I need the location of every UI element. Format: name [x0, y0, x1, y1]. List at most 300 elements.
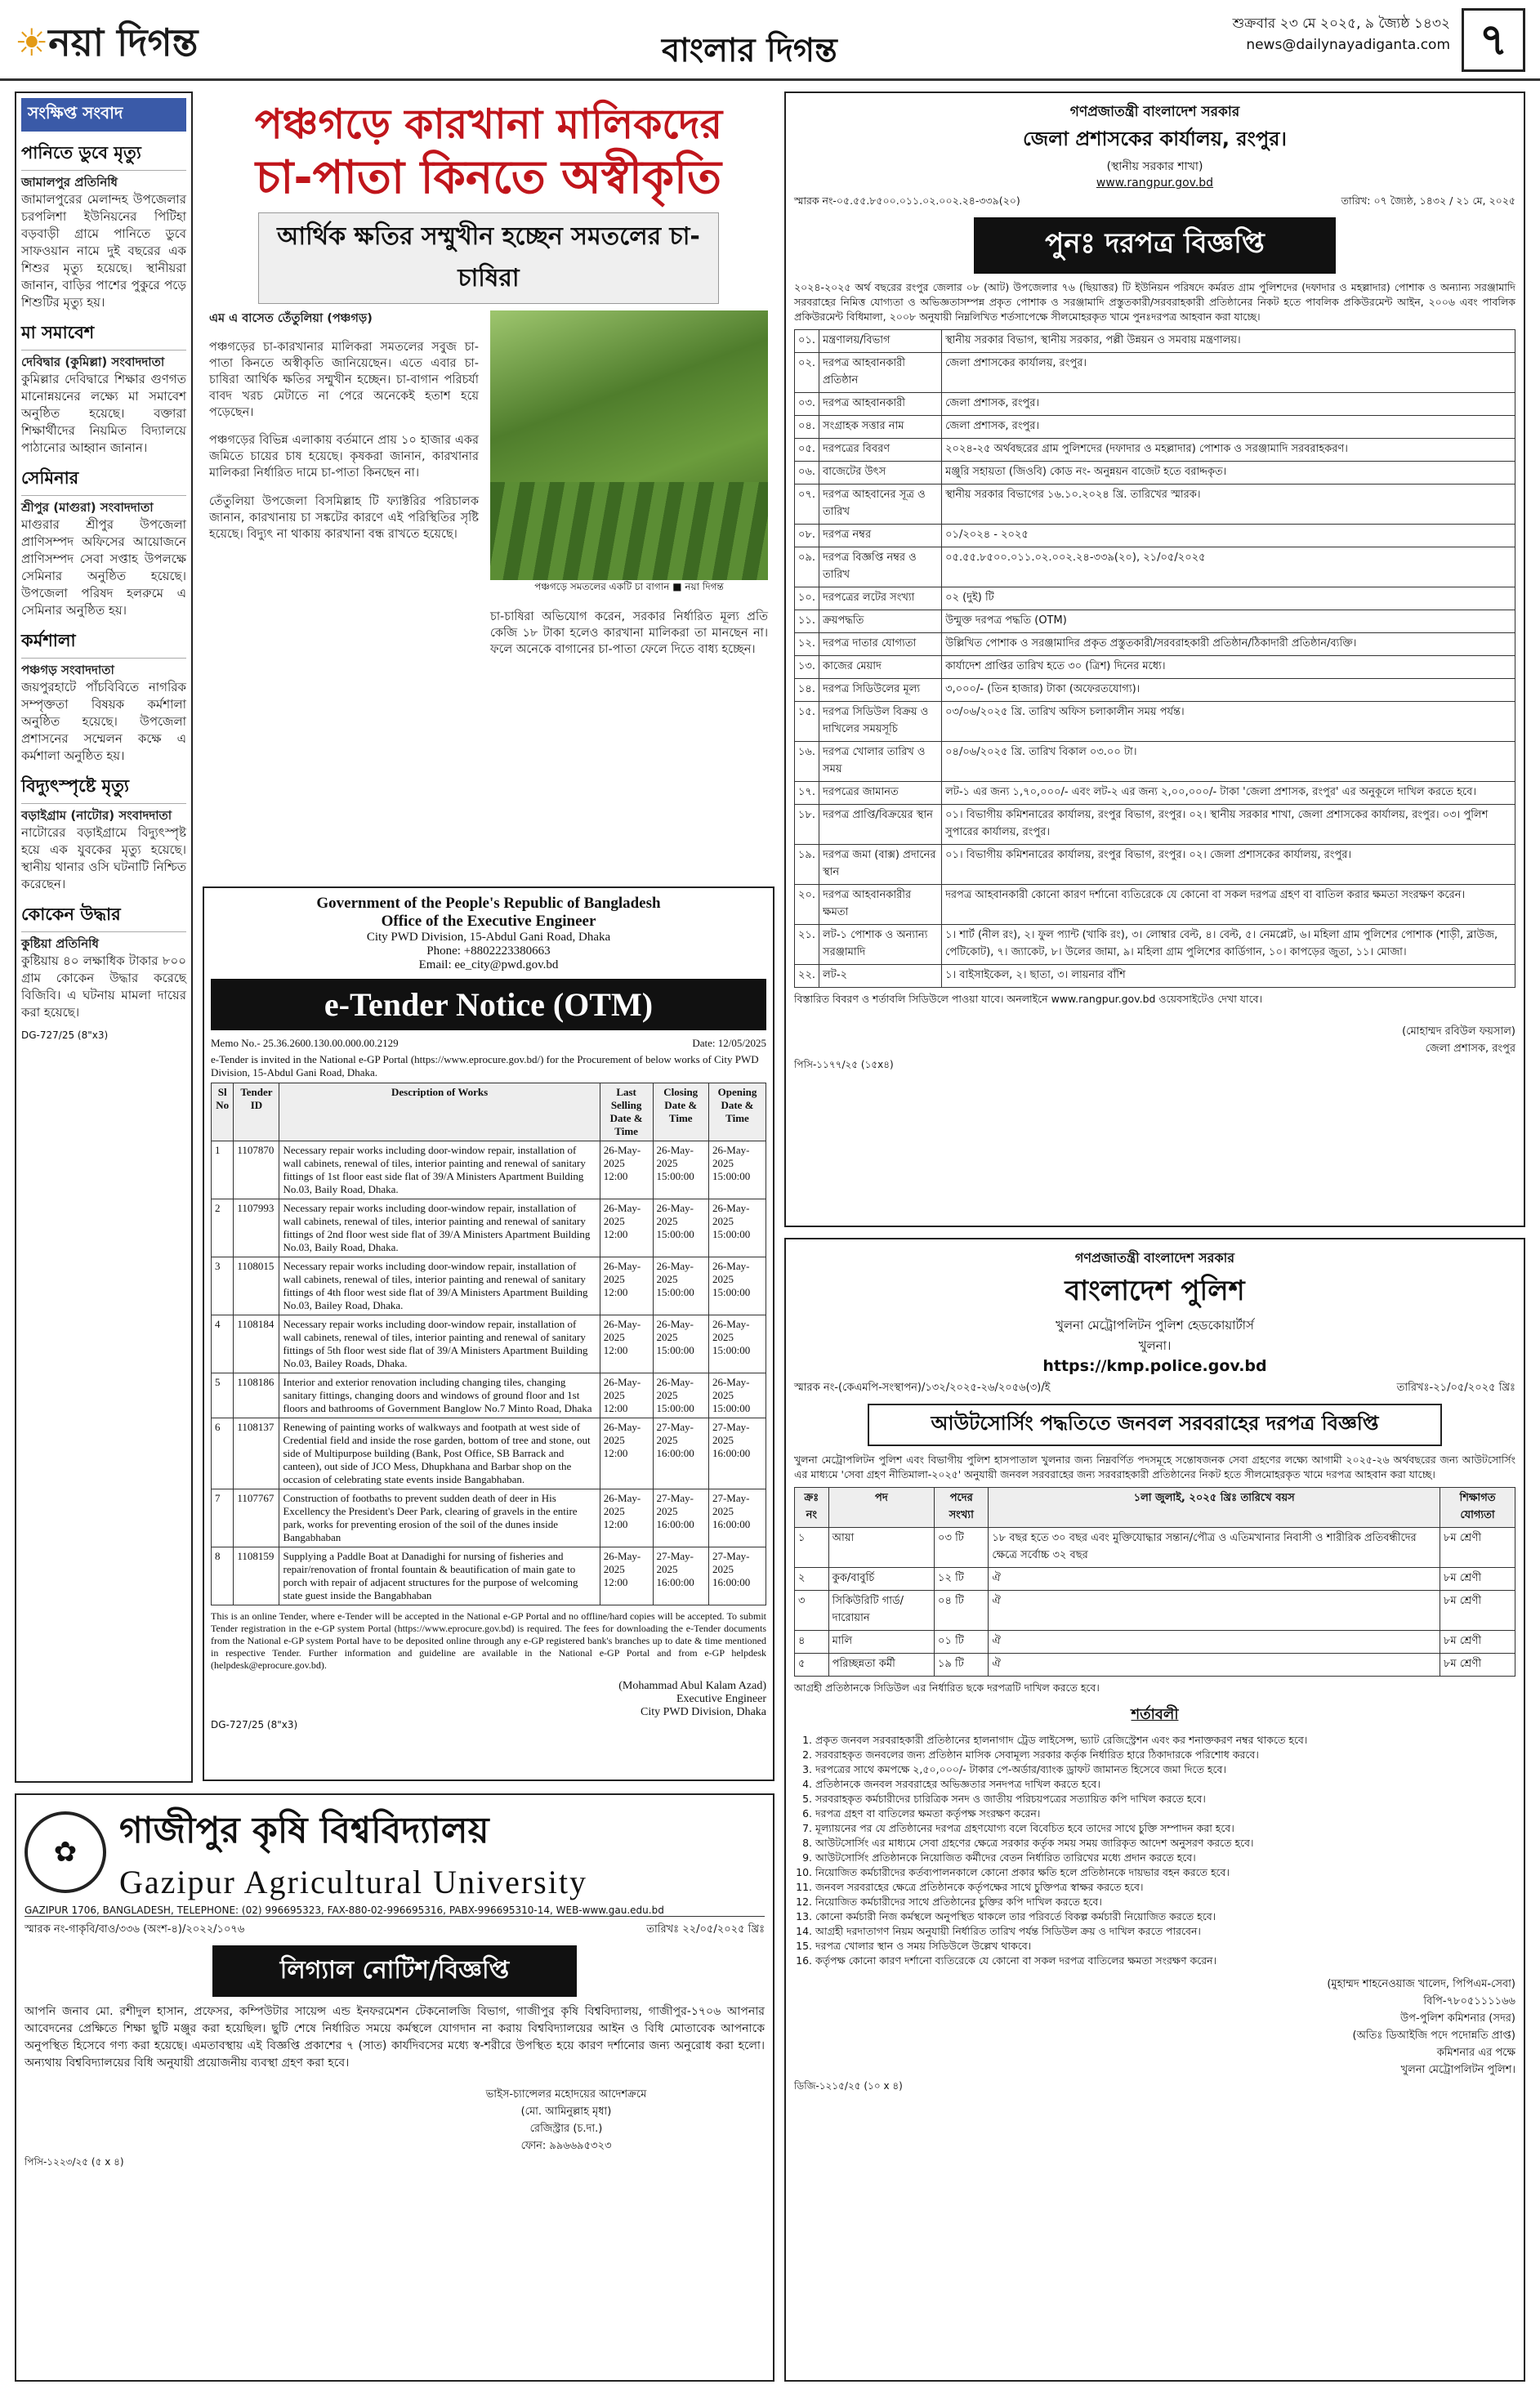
term-item: 16. কর্তৃপক্ষ কোনো কারণ দর্শানো ব্যতিরেকে যে কোনো বা সকল দরপত্র বাতিলের ক্ষমতা সংরক্ষণ করেন। — [815, 1954, 1515, 1968]
table-cell: ঐ — [989, 1654, 1440, 1677]
lead-headline-1: পঞ্চগড়ে কারখানা মালিকদের — [254, 100, 723, 148]
gau-name-en: Gazipur Agricultural University — [119, 1864, 587, 1900]
table-header: শিক্ষাগত যোগ্যতা — [1440, 1488, 1515, 1528]
signer-phone: ফোন: ৯৯৬৬৯৫৩২৩ — [520, 2140, 612, 2152]
table-header: Sl No — [212, 1083, 234, 1141]
signer-title: উপ-পুলিশ কমিশনার (সদর) — [1400, 2012, 1515, 2025]
table-row — [212, 1547, 766, 1605]
police-web: https://kmp.police.gov.bd — [1042, 1357, 1267, 1375]
table-cell: ৪ — [795, 1631, 829, 1654]
term-item: 7. মূল্যায়নের পর যে প্রতিষ্ঠানের দরপত্র গ্রহণযোগ্য বলে বিবেচিত হবে তাদের সাথে চুক্তি সম্পাদন করা হবে। — [815, 1821, 1515, 1836]
gau-signature — [368, 2087, 765, 2155]
term-item: 14. আগ্রহী দরদাতাগণ নিয়ম অনুযায়ী নির্ধারিত তারিখ পর্যন্ত সিডিউল ক্রয় ও দাখিল করতে পারবেন। — [815, 1924, 1515, 1939]
table-cell: 1107993 — [234, 1199, 279, 1257]
table-cell: 26-May-2025 12:00 — [600, 1489, 653, 1547]
table-cell: ১২. — [795, 633, 819, 656]
etender-footer: This is an online Tender, where e-Tender will be accepted in the National e-GP Portal and no offline/hard copies will be accepted. To submit Tender registration in the e-GP system Portal (https://www.eprocure.gov.bd) is required. The fees for downloading the e-Tender documents from the National e-GP system Portal have to be deposited online through any e-GP registered bank's branches up to date & time mentioned in respective Tender. Further information and guideline are available in the National e-GP Portal and from e-GP helpdesk (helpdesk@eprocure.gov.bd). — [211, 1610, 766, 1671]
issue-date: শুক্রবার ২৩ মে ২০২৫, ৯ জ্যৈষ্ঠ ১৪৩২ — [1232, 16, 1450, 32]
table-cell: দরপত্র আহবানকারী — [819, 393, 942, 416]
lead-headline-2: চা-পাতা কিনতে অস্বীকৃতি — [255, 151, 722, 204]
table-cell: ১৩. — [795, 656, 819, 679]
newspaper-logo: ☀নয়া দিগন্ত — [15, 20, 199, 65]
term-item: 2. সরবরাহকৃত জনবলের জন্য প্রতিষ্ঠান মাসিক সেবামূল্য সরকার কর্তৃক নির্ধারিত হারে ঠিকাদারকে পরিশোধ করবে। — [815, 1748, 1515, 1762]
table-header: Tender ID — [234, 1083, 279, 1141]
masthead — [0, 0, 1540, 81]
table-row — [795, 885, 1515, 925]
police-intro: খুলনা মেট্রোপলিটন পুলিশ এবং বিভাগীয় পুলিশ হাসপাতাল খুলনার জন্য নিম্নবর্ণিত পদসমূহে সন্তোষজনক সেবা গ্রহণের লক্ষ্যে আগামী ২০২৫-২৬ অর্থবছরের জন্য আউটসোর্সিং এর মাধ্যমে 'সেবা গ্রহণ নীতিমালা-২০২৫' অনুযায়ী জনবল সরবরাহের জন্য সরবরাহকারী প্রতিষ্ঠানের নিকট হতে সীলমোহরকৃত খামে দরপত্র আহবান করা যাচ্ছে। — [794, 1454, 1515, 1480]
table-cell: ১ — [795, 1528, 829, 1568]
table-row — [795, 587, 1515, 610]
table-cell: ১০. — [795, 587, 819, 610]
table-cell: ১২ টি — [935, 1568, 989, 1591]
signer-note: ভাইস-চ্যান্সেলর মহোদয়ের আদেশক্রমে — [485, 2088, 647, 2101]
table-cell: ০৩/০৬/২০২৫ খ্রি. তারিখ অফিস চলাকালীন সময় পর্যন্ত। — [942, 702, 1515, 742]
signer-name: (মো. আমিনুল্লাহ মৃধা) — [520, 2106, 612, 2118]
table-cell: দরপত্র সিডিউলের মূল্য — [819, 679, 942, 702]
lead-subhead: আর্থিক ক্ষতির সম্মুখীন হচ্ছেন সমতলের চা-চাষিরা — [258, 212, 719, 304]
brief-news-title: বিদ্যুৎস্পৃষ্টে মৃত্যু — [21, 773, 186, 804]
brief-news-title: কর্মশালা — [21, 627, 186, 659]
table-cell: জেলা প্রশাসক, রংপুর। — [942, 416, 1515, 439]
term-item: 10. নিয়োজিত কর্মচারীদের কর্তব্যপালনকালে কোনো প্রকার ক্ষতি হলে প্রতিষ্ঠানকে দায়ভার বহন করতে হবে। — [815, 1865, 1515, 1880]
brief-news-title: সেমিনার — [21, 465, 186, 496]
rangpur-intro: ২০২৪-২০২৫ অর্থ বছরের রংপুর জেলার ০৮ (আট) উপজেলার ৭৬ (ছিয়াত্তর) টি ইউনিয়ন পরিষদে কর্মরত গ্রাম পুলিশদের (দফাদার ও মহল্লাদার) পোশাক ও অন্যান্য সরঞ্জামাদি সরবরাহের নিমিত্ত যোগ্যতা ও অভিজ্ঞতাসম্পন্ন প্রকৃত পোশাক ও সরঞ্জামাদি প্রস্তুতকারী/সরবরাহকারী প্রতিষ্ঠানের নিকট হতে পাবলিক প্রকিউরমেন্ট আইন, ২০০৬ এবং পাবলিক প্রকিউরমেন্ট বিধিমালা, ২০০৮ অনুযায়ী নিম্নলিখিত শর্তসাপেক্ষে সীলমোহরকৃত খামে পুনঃদরপত্র আহবান করা যাচ্ছে। — [794, 281, 1515, 323]
etender-table — [211, 1083, 766, 1605]
table-cell: 26-May-2025 12:00 — [600, 1418, 653, 1489]
signer-bp: বিপি-৭৮০৫১১১১৬৬ — [1423, 1995, 1515, 2007]
table-header: Description of Works — [279, 1083, 600, 1141]
term-item: 5. সরবরাহকৃত কর্মচারীদের চারিত্রিক সনদ ও জাতীয় পরিচয়পত্রের সত্যায়িত কপি দাখিল করতে হবে। — [815, 1792, 1515, 1806]
police-hq: খুলনা মেট্রোপলিটন পুলিশ হেডকোয়ার্টার্স — [1056, 1318, 1254, 1333]
table-cell: পরিচ্ছন্নতা কর্মী — [828, 1654, 934, 1677]
table-cell: স্থানীয় সরকার বিভাগ, স্থানীয় সরকার, পল্লী উন্নয়ন ও সমবায় মন্ত্রণালয়। — [942, 330, 1515, 353]
signer-title: Executive Engineer — [676, 1693, 766, 1705]
brief-news-text: নাটোরের বড়াইগ্রামে বিদ্যুৎস্পৃষ্ট হয়ে এক যুবকের মৃত্যু হয়েছে। স্থানীয় থানার ওসি ঘটনাটি নিশ্চিত করেছেন। — [21, 825, 186, 891]
table-cell: স্থানীয় সরকার বিভাগের ১৬.১০.২০২৪ খ্রি. তারিখের স্মারক। — [942, 485, 1515, 525]
table-cell: 1107767 — [234, 1489, 279, 1547]
brief-news-title: মা সমাবেশ — [21, 319, 186, 351]
rangpur-table — [794, 329, 1515, 988]
table-cell: দরপত্র বিজ্ঞপ্তি নম্বর ও তারিখ — [819, 547, 942, 587]
term-item: 12. নিয়োজিত কর্মচারীদের সাথে প্রতিষ্ঠানের চুক্তির কপি দাখিল করতে হবে। — [815, 1895, 1515, 1909]
table-cell: ১। বাইসাইকেল, ২। ছাতা, ৩। লায়নার বাঁশি — [942, 965, 1515, 988]
police-date: তারিখঃ-২১/০৫/২০২৫ খ্রিঃ — [1396, 1382, 1515, 1394]
tea-garden-photo — [490, 310, 768, 580]
etender-signature — [211, 1680, 766, 1719]
table-cell: দরপত্র আহবানকারী কোনো কারণ দর্শানো ব্যতিরেকে যে কোনো বা সকল দরপত্র গ্রহণ বা বাতিল করার ক্ষমতা সংরক্ষণ করেন। — [942, 885, 1515, 925]
gau-name-bn: গাজীপুর কৃষি বিশ্ববিদ্যালয় — [119, 1810, 489, 1851]
table-header: ক্রঃ নং — [795, 1488, 829, 1528]
lead-paragraph: পঞ্চগড়ের চা-কারখানার মালিকরা সমতলের সবুজ চা-পাতা কিনতে অস্বীকৃতি জানিয়েছেন। এতে এবার চা-চাষিরা আর্থিক ক্ষতির সম্মুখীন হচ্ছেন। চা-বাগান পরিচর্যা বাবদ খরচ মেটাতে না পেরে অনেকেই হতাশ হয়ে পড়েছেন। — [209, 340, 479, 419]
brief-news-text: জামালপুরের মেলান্দহ উপজেলার চরপলিশা ইউনিয়নের পিটিহা বড়বাড়ী গ্রামে পানিতে ডুবে সাফওয়ান নামে দুই বছরের এক শিশুর মৃত্যু হয়েছে। স্থানীয়রা জানান, বাড়ির পাশের পুকুরে পড়ে শিশুটির মৃত্যু হয়। — [21, 192, 186, 310]
police-banner: আউটসোর্সিং পদ্ধতিতে জনবল সরবরাহের দরপত্র বিজ্ঞপ্তি — [868, 1404, 1442, 1446]
table-cell: 26-May-2025 15:00:00 — [708, 1141, 766, 1199]
page-number: ৭ — [1462, 8, 1525, 72]
brief-news-byline: বড়াইগ্রাম (নাটোর) সংবাদদাতা — [21, 808, 172, 823]
table-cell: Necessary repair works including door-window repair, installation of wall cabinets, renewal of tiles, interior painting and renewal of sanitary fittings of 1st floor east side flat of 39/A Ministers Apartment Building No.03, Baily Road, Dhaka. — [279, 1141, 600, 1199]
gau-contact: GAZIPUR 1706, BANGLADESH, TELEPHONE: (02) 996695323, FAX-880-02-996695316, PABX-996695310-14, WEB-www.gau.edu.bd — [25, 1905, 765, 1917]
rangpur-date: তারিখ: ০৭ জ্যৈষ্ঠ, ১৪৩২ / ২১ মে, ২০২৫ — [1341, 194, 1515, 207]
police-terms-list — [794, 1733, 1515, 1968]
signer-name: (Mohammad Abul Kalam Azad) — [618, 1680, 766, 1692]
table-cell: Interior and exterior renovation including changing tiles, changing sanitary fittings, changing doors and windows of ground floor and 1st floors and bathrooms of Government Banglow No.7 Minto Road, Dhaka — [279, 1373, 600, 1418]
table-cell: ০৩ টি — [935, 1528, 989, 1568]
table-cell: 7 — [212, 1489, 234, 1547]
table-cell: 27-May-2025 16:00:00 — [653, 1418, 708, 1489]
table-row — [795, 782, 1515, 805]
ad-code: পিসি-১১৭৭/২৫ (১৫x৪) — [794, 1059, 894, 1070]
table-row — [795, 353, 1515, 393]
term-item: 8. আউটসোর্সিং এর মাধ্যমে সেবা গ্রহণের ক্ষেত্রে সরকার কর্তৃক সময় সময় জারিকৃত আদেশ অনুসরণ করতে হবে। — [815, 1836, 1515, 1851]
table-header: Last Selling Date & Time — [600, 1083, 653, 1141]
etender-email: Email: ee_city@pwd.gov.bd — [418, 958, 559, 971]
table-cell: ০৩. — [795, 393, 819, 416]
table-cell: 2 — [212, 1199, 234, 1257]
table-cell: 27-May-2025 16:00:00 — [708, 1547, 766, 1605]
police-terms-title: শর্তাবলী — [1131, 1706, 1179, 1723]
table-cell: ১১. — [795, 610, 819, 633]
table-cell: কাজের মেয়াদ — [819, 656, 942, 679]
table-cell: 26-May-2025 12:00 — [600, 1547, 653, 1605]
term-item: 3. দরপত্রের সাথে কমপক্ষে ২,৫০,০০০/- টাকার পে-অর্ডার/ব্যাংক ড্রাফট জামানত হিসেবে জমা দিতে হবে। — [815, 1762, 1515, 1777]
news-email: news@dailynayadiganta.com — [1246, 37, 1450, 53]
table-cell: সংগ্রাহক সত্তার নাম — [819, 416, 942, 439]
rangpur-tender-notice — [784, 92, 1525, 1227]
etender-banner: e-Tender Notice (OTM) — [211, 979, 766, 1030]
table-cell: ১৯. — [795, 845, 819, 885]
brief-news-byline: পঞ্চগড় সংবাদদাতা — [21, 663, 114, 677]
table-row — [795, 610, 1515, 633]
table-cell: 26-May-2025 15:00:00 — [708, 1373, 766, 1418]
signer-title: রেজিস্ট্রার (চ.দা.) — [529, 2123, 603, 2135]
table-cell: ৮ম শ্রেণী — [1440, 1631, 1515, 1654]
table-cell: আয়া — [828, 1528, 934, 1568]
table-cell: ১৯ টি — [935, 1654, 989, 1677]
table-cell: Necessary repair works including door-window repair, installation of wall cabinets, renewal of tiles, interior painting and renewal of sanitary fittings of 4th floor west side flat of 39/A Ministers Apartment Building No.03, Bailey Road, Dhaka. — [279, 1257, 600, 1315]
police-memo: স্মারক নং-(কেএমপি-সংস্থাপন)/১৩২/২০২৫-২৬/২০৫৬(৩)/ই — [794, 1382, 1051, 1394]
rangpur-banner: পুনঃ দরপত্র বিজ্ঞপ্তি — [974, 217, 1336, 274]
table-cell: মালি — [828, 1631, 934, 1654]
term-item: 1. প্রকৃত জনবল সরবরাহকারী প্রতিষ্ঠানের হালনাগাদ ট্রেড লাইসেন্স, ভ্যাট রেজিস্ট্রেশন এবং কর শনাক্তকরণ নম্বর থাকতে হবে। — [815, 1733, 1515, 1748]
lead-paragraph: চা-চাষিরা অভিযোগ করেন, সরকার নির্ধারিত মূল্য প্রতি কেজি ১৮ টাকা হলেও কারখানা মালিকরা তা মানছেন না। ফলে অনেকে বাগানের চা-পাতা ফেলে দিতে বাধ্য হচ্ছেন। — [490, 610, 768, 656]
table-cell: Necessary repair works including door-window repair, installation of wall cabinets, renewal of tiles, interior painting and renewal of sanitary fittings of 2nd floor west side flat of 39/A Ministers Apartment Building No.03, Baily Road, Dhaka. — [279, 1199, 600, 1257]
table-cell: ০২ (দুই) টি — [942, 587, 1515, 610]
table-cell: দরপত্র প্রাপ্তি/বিক্রয়ের স্থান — [819, 805, 942, 845]
signer-title: জেলা প্রশাসক, রংপুর — [1425, 1043, 1515, 1055]
section-title: বাংলার দিগন্ত — [662, 32, 837, 69]
table-row — [212, 1418, 766, 1489]
table-cell: দরপত্র আহবানের সূত্র ও তারিখ — [819, 485, 942, 525]
brief-news-text: জয়পুরহাটে পাঁচবিবিতে নাগরিক সম্পৃক্ততা বিষয়ক কর্মশালা অনুষ্ঠিত হয়েছে। উপজেলা প্রশাসনের সম্মেলন কক্ষে এ কর্মশালা অনুষ্ঠিত হয়। — [21, 680, 186, 763]
table-cell: দরপত্রের জামানত — [819, 782, 942, 805]
table-row — [795, 679, 1515, 702]
table-cell: 3 — [212, 1257, 234, 1315]
brief-news-byline: জামালপুর প্রতিনিধি — [21, 175, 118, 190]
term-item: 4. প্রতিষ্ঠানকে জনবল সরবরাহের অভিজ্ঞতার সনদপত্র দাখিল করতে হবে। — [815, 1777, 1515, 1792]
table-cell: 26-May-2025 15:00:00 — [653, 1373, 708, 1418]
table-row — [795, 925, 1515, 965]
table-cell: মঞ্জুরি সহায়তা (জিওবি) কোড নং- অনুন্নয়ন বাজেট হতে বরাদ্দকৃত। — [942, 462, 1515, 485]
table-row — [795, 330, 1515, 353]
gau-memo: স্মারক নং-গাকৃবি/বাও/৩৩৬ (অংশ-৪)/২০২২/১০৭৬ — [25, 1923, 245, 1936]
table-cell: কার্যাদেশ প্রাপ্তির তারিখ হতে ৩০ (ত্রিশ) দিনের মধ্যে। — [942, 656, 1515, 679]
table-cell: ১৭. — [795, 782, 819, 805]
table-cell: ঐ — [989, 1591, 1440, 1631]
table-cell: দরপত্রের বিবরণ — [819, 439, 942, 462]
table-cell: ০৪ টি — [935, 1591, 989, 1631]
table-row — [795, 656, 1515, 679]
table-cell: ২১. — [795, 925, 819, 965]
table-cell: 26-May-2025 15:00:00 — [653, 1141, 708, 1199]
kmp-tender-notice — [784, 1238, 1525, 2382]
etender-intro: e-Tender is invited in the National e-GP Portal (https://www.eprocure.gov.bd/) for the Procurement of below works of City PWD Division, 15-Abdul Gani Road, Dhaka. — [211, 1053, 759, 1078]
table-cell: ০১। বিভাগীয় কমিশনারের কার্যালয়, রংপুর বিভাগ, রংপুর। ০২। জেলা প্রশাসকের কার্যালয়, রংপুর। — [942, 845, 1515, 885]
lead-paragraph: পঞ্চগড়ের বিভিন্ন এলাকায় বর্তমানে প্রায় ১০ হাজার একর জমিতে চায়ের চাষ হয়েছে। কৃষকরা জানান, কারখানার মালিকরা নির্ধারিত দামে চা-পাতা কিনছেন না। — [209, 434, 479, 480]
term-item: 11. জনবল সরবরাহের ক্ষেত্রে প্রতিষ্ঠানকে কর্তৃপক্ষের সাথে চুক্তিপত্র স্বাক্ষর করতে হবে। — [815, 1880, 1515, 1895]
police-city: খুলনা। — [1138, 1338, 1172, 1353]
table-cell: দরপত্র জমা (বাক্স) প্রদানের স্থান — [819, 845, 942, 885]
table-row — [795, 1568, 1515, 1591]
table-row — [795, 845, 1515, 885]
table-cell: 26-May-2025 12:00 — [600, 1257, 653, 1315]
rangpur-memo: স্মারক নং-০৫.৫৫.৮৫০০.০১১.০২.০০২.২৪-৩৩৯(২০) — [794, 194, 1020, 207]
table-cell: ১৮. — [795, 805, 819, 845]
table-cell: Supplying a Paddle Boat at Danadighi for nursing of fisheries and repair/renovation of frontal fountain & beautification of main gate to porch with repair of adjacent structures for the purpose of welcoming state guest inside the Bangabhaban — [279, 1547, 600, 1605]
table-row — [795, 525, 1515, 547]
table-cell: ০১. — [795, 330, 819, 353]
table-cell: ৮ম শ্রেণী — [1440, 1528, 1515, 1568]
table-cell: ৫ — [795, 1654, 829, 1677]
table-cell: 27-May-2025 16:00:00 — [708, 1489, 766, 1547]
table-cell: 26-May-2025 12:00 — [600, 1141, 653, 1199]
brief-news-text: মাগুরার শ্রীপুর উপজেলা প্রাণিসম্পদ অফিসের আয়োজনে প্রাণিসম্পদ সেবা সপ্তাহ উপলক্ষে সেমিনার অনুষ্ঠিত হয়েছে। উপজেলা পরিষদ হলরুমে এ সেমিনার অনুষ্ঠিত হয়। — [21, 517, 186, 618]
etender-date: Date: 12/05/2025 — [692, 1037, 766, 1049]
signer-extra: (অতিঃ ডিআইজি পদে পদোন্নতি প্রাপ্ত) — [1352, 2030, 1515, 2042]
police-title: বাংলাদেশ পুলিশ — [1065, 1275, 1245, 1307]
signer-for: কমিশনার এর পক্ষে — [1436, 2047, 1515, 2059]
table-row — [795, 439, 1515, 462]
table-cell: 26-May-2025 15:00:00 — [653, 1315, 708, 1373]
table-header: পদ — [828, 1488, 934, 1528]
signer-name: (মুহাম্মদ শাহনেওয়াজ খালেদ, পিপিএম-সেবা) — [1327, 1978, 1515, 1990]
table-cell: ০৪. — [795, 416, 819, 439]
table-cell: ১৮ বছর হতে ৩০ বছর এবং মুক্তিযোদ্ধার সন্তান/পৌত্র ও এতিমখানার নিবাসী ও শারীরিক প্রতিবন্ধীদের ক্ষেত্রে সর্বোচ্চ ৩২ বছর — [989, 1528, 1440, 1568]
brief-news-byline: শ্রীপুর (মাগুরা) সংবাদদাতা — [21, 500, 154, 515]
etender-office: Office of the Executive Engineer — [381, 913, 596, 930]
table-cell: ১৫. — [795, 702, 819, 742]
table-row — [795, 1528, 1515, 1568]
table-cell: ঐ — [989, 1568, 1440, 1591]
table-row — [795, 742, 1515, 782]
brief-news-title: কোকেন উদ্ধার — [21, 901, 186, 932]
table-header: ১লা জুলাই, ২০২৫ খ্রিঃ তারিখে বয়স — [989, 1488, 1440, 1528]
table-cell: লট-১ পোশাক ও অন্যান্য সরঞ্জামাদি — [819, 925, 942, 965]
table-cell: ঐ — [989, 1631, 1440, 1654]
table-cell: দরপত্র আহবানকারীর ক্ষমতা — [819, 885, 942, 925]
table-row — [212, 1141, 766, 1199]
table-cell: 1108137 — [234, 1418, 279, 1489]
table-cell: কুক/বাবুর্চি — [828, 1568, 934, 1591]
table-cell: ০৫. — [795, 439, 819, 462]
brief-news-byline: দেবিদ্বার (কুমিল্লা) সংবাদদাতা — [21, 355, 165, 369]
table-cell: দরপত্র দাতার যোগ্যতা — [819, 633, 942, 656]
brief-news-column — [15, 92, 193, 1783]
photo-caption: পঞ্চগড়ে সমতলের একটি চা বাগান ■ নয়া দিগন্ত — [534, 581, 724, 592]
table-cell: দরপত্রের লটের সংখ্যা — [819, 587, 942, 610]
table-row — [795, 393, 1515, 416]
term-item: 6. দরপত্র গ্রহণ বা বাতিলের ক্ষমতা কর্তৃপক্ষ সংরক্ষণ করেন। — [815, 1806, 1515, 1821]
table-cell: সিকিউরিটি গার্ড/দারোয়ান — [828, 1591, 934, 1631]
table-cell: ৩,০০০/- (তিন হাজার) টাকা (অফেরতযোগ্য)। — [942, 679, 1515, 702]
lead-story — [203, 92, 774, 876]
table-cell: দরপত্র নম্বর — [819, 525, 942, 547]
rangpur-gov: গণপ্রজাতন্ত্রী বাংলাদেশ সরকার — [1069, 104, 1240, 120]
table-row — [795, 702, 1515, 742]
etender-memo: Memo No.- 25.36.2600.130.00.000.00.2129 — [211, 1037, 399, 1049]
table-cell: ০১/২০২৪ - ২০২৫ — [942, 525, 1515, 547]
table-cell: মন্ত্রণালয়/বিভাগ — [819, 330, 942, 353]
ad-code: DG-727/25 (8"x3) — [21, 1029, 109, 1041]
table-cell: ২০. — [795, 885, 819, 925]
lead-paragraph: তেঁতুলিয়া উপজেলা বিসমিল্লাহ টি ফ্যাক্টরির পরিচালক জানান, কারখানায় চা সঙ্কটের কারণে এই পরিস্থিতির সৃষ্টি হয়েছে। বিদ্যুৎ না থাকায় কারখানা বন্ধ রাখতে হয়েছে। — [209, 494, 479, 541]
signer-name: (মোহাম্মদ রবিউল ফয়সাল) — [1402, 1025, 1515, 1038]
table-row — [212, 1489, 766, 1547]
table-cell: 26-May-2025 12:00 — [600, 1315, 653, 1373]
table-cell: ৩ — [795, 1591, 829, 1631]
police-submit-note: আগ্রহী প্রতিষ্ঠানকে সিডিউল এর নির্ধারিত ছকে দরপত্রটি দাখিল করতে হবে। — [794, 1681, 1100, 1694]
table-cell: উন্মুক্ত দরপত্র পদ্ধতি (OTM) — [942, 610, 1515, 633]
table-cell: 1107870 — [234, 1141, 279, 1199]
table-row — [795, 547, 1515, 587]
rangpur-signature — [794, 1024, 1515, 1058]
table-row — [795, 1631, 1515, 1654]
table-cell: 26-May-2025 15:00:00 — [708, 1257, 766, 1315]
table-cell: 27-May-2025 16:00:00 — [653, 1489, 708, 1547]
table-cell: 27-May-2025 16:00:00 — [708, 1418, 766, 1489]
etender-notice — [203, 886, 774, 1781]
university-seal: ✿ — [25, 1811, 106, 1893]
etender-division: City PWD Division, 15-Abdul Gani Road, Dhaka — [366, 931, 611, 944]
rangpur-web: www.rangpur.gov.bd — [1096, 176, 1214, 190]
rangpur-branch: (স্থানীয় সরকার শাখা) — [1106, 160, 1203, 173]
gau-banner: লিগ্যাল নোটিশ/বিজ্ঞপ্তি — [212, 1945, 577, 1997]
table-row — [212, 1199, 766, 1257]
table-cell: 26-May-2025 15:00:00 — [708, 1315, 766, 1373]
table-cell: 1108184 — [234, 1315, 279, 1373]
table-cell: 27-May-2025 16:00:00 — [653, 1547, 708, 1605]
ad-code: ডিজি-১২১৫/২৫ (১০ x ৪) — [794, 2080, 903, 2092]
table-cell: Necessary repair works including door-window repair, installation of wall cabinets, renewal of tiles, interior painting and renewal of sanitary fittings of 5th floor west side flat of 39/A Ministers Apartment Building No.03, Bailey Roads, Dhaka. — [279, 1315, 600, 1373]
table-cell: ১। শার্ট (নীল রং), ২। ফুল প্যান্ট (খাকি রং), ৩। লোম্বার বেল্ট, ৪। বেল্ট, ৫। নেমপ্লেট, ৬। মহিলা গ্রাম পুলিশের পোশাক (শাড়ী, ব্লাউজ, পেটিকোট), ৭। জ্যাকেট, ৮। উলের জামা, ৯। মহিলা গ্রাম পুলিশের কার্ডিগান, ১০। কাপড়ের জুতা, ১১। মোজা। — [942, 925, 1515, 965]
term-item: 13. কোনো কর্মচারী নিজ কর্মস্থলে অনুপস্থিত থাকলে তার পরিবর্তে বিকল্প কর্মচারী নিয়োজিত করতে হবে। — [815, 1909, 1515, 1924]
table-cell: Construction of footbaths to prevent sudden death of deer in His Excellency the President's Deer Park, clearing of gravels in the entire park, works for preventing erosion of the soil of the dunes inside Bangabhaban — [279, 1489, 600, 1547]
brief-news-text: কুষ্টিয়ায় ৪০ লক্ষাধিক টাকার ৮০০ গ্রাম কোকেন উদ্ধার করেছে বিজিবি। এ ঘটনায় মামলা দায়ের করা হয়েছে। — [21, 953, 186, 1020]
table-cell: বাজেটের উৎস — [819, 462, 942, 485]
ad-code: পিসি-১২২৩/২৫ (৫ x ৪) — [25, 2156, 124, 2168]
etender-gov: Government of the People's Republic of Bangladesh — [316, 895, 661, 912]
table-cell: 1108015 — [234, 1257, 279, 1315]
table-row — [212, 1373, 766, 1418]
table-row — [795, 462, 1515, 485]
table-cell: ০১। বিভাগীয় কমিশনারের কার্যালয়, রংপুর বিভাগ, রংপুর। ০২। স্থানীয় সরকার শাখা, জেলা প্রশাসকের কার্যালয়, রংপুর। ০৩। পুলিশ সুপারের কার্যালয়, রংপুর। — [942, 805, 1515, 845]
table-cell: ০৯. — [795, 547, 819, 587]
table-cell: ০৫.৫৫.৮৫০০.০১১.০২.০০২.২৪-৩৩৯(২০), ২১/০৫/২০২৫ — [942, 547, 1515, 587]
table-cell: লট-২ — [819, 965, 942, 988]
brief-news-byline: কুষ্টিয়া প্রতিনিধি — [21, 936, 99, 951]
lead-byline: এম এ বাসেত তেঁতুলিয়া (পঞ্চগড়) — [209, 312, 373, 325]
table-cell: 5 — [212, 1373, 234, 1418]
table-row — [795, 633, 1515, 656]
etender-phone: Phone: +8802223380663 — [426, 944, 551, 958]
table-cell: জেলা প্রশাসক, রংপুর। — [942, 393, 1515, 416]
table-row — [212, 1257, 766, 1315]
gau-legal-notice — [15, 1793, 774, 2382]
table-cell: 26-May-2025 15:00:00 — [708, 1199, 766, 1257]
gau-date: তারিখঃ ২২/০৫/২০২৫ খ্রিঃ — [646, 1923, 765, 1936]
table-cell: লট-১ এর জন্য ১,৭০,০০০/- এবং লট-২ এর জন্য ২,০০,০০০/- টাকা 'জেলা প্রশাসক, রংপুর' এর অনুকূলে দাখিল করতে হবে। — [942, 782, 1515, 805]
table-row — [212, 1315, 766, 1373]
table-cell: দরপত্র সিডিউল বিক্রয় ও দাখিলের সময়সূচি — [819, 702, 942, 742]
table-cell: ০৮. — [795, 525, 819, 547]
table-cell: 26-May-2025 15:00:00 — [653, 1257, 708, 1315]
gau-text: আপনি জনাব মো. রশীদুল হাসান, প্রফেসর, কম্পিউটার সায়েন্স এন্ড ইনফরমেশন টেকনোলজি বিভাগ, গাজীপুর কৃষি বিশ্ববিদ্যালয়, গাজীপুর-১৭০৬ আপনার আবেদনের প্রেক্ষিতে শিক্ষা ছুটি মঞ্জুর করা হয়েছিল। ছুটি শেষে নির্ধারিত সময়ে কর্মস্থলে যোগদান না করায় বিশ্ববিদ্যালয়ের আইন ও বিধি মোতাবেক আপনাকে অনুপস্থিত হিসেবে গণ্য করা হয়েছে। এমতাবস্থায় এই বিজ্ঞপ্তি প্রকাশের ৭ (সাত) কার্যদিবসের মধ্যে স্ব-শরীরে উপস্থিত হয়ে কারণ দর্শানোর জন্য অনুরোধ করা হলো। অন্যথায় বিশ্ববিদ্যালয়ের বিধি অনুযায়ী প্রয়োজনীয় ব্যবস্থা গ্রহণ করা হবে। — [25, 2005, 765, 2070]
police-gov: গণপ্রজাতন্ত্রী বাংলাদেশ সরকার — [1074, 1250, 1235, 1266]
table-cell: ০২. — [795, 353, 819, 393]
signer-office: খুলনা মেট্রোপলিটন পুলিশ। — [1400, 2064, 1515, 2076]
table-cell: ৮ম শ্রেণী — [1440, 1654, 1515, 1677]
table-row — [795, 485, 1515, 525]
signer-office: City PWD Division, Dhaka — [641, 1706, 766, 1718]
table-cell: ৮ম শ্রেণী — [1440, 1568, 1515, 1591]
table-cell: Renewing of painting works of walkways and footpath at west side of Credential field and inside the rose garden, bottom of tree and stone, out side of Multipurpose building (Bank, Post Office, SB Barrack and canteen), out side of JCO Mess, Dhupkhana and Barbar shop on the occasion of celebrating state events inside Bangabhaban. — [279, 1418, 600, 1489]
table-cell: 26-May-2025 12:00 — [600, 1199, 653, 1257]
table-cell: ৮ম শ্রেণী — [1440, 1591, 1515, 1631]
table-cell: ০৪/০৬/২০২৫ খ্রি. তারিখ বিকাল ০৩.০০ টা। — [942, 742, 1515, 782]
table-cell: 26-May-2025 12:00 — [600, 1373, 653, 1418]
table-cell: 6 — [212, 1418, 234, 1489]
table-cell: 4 — [212, 1315, 234, 1373]
table-cell: 8 — [212, 1547, 234, 1605]
table-cell: 1108186 — [234, 1373, 279, 1418]
table-row — [795, 416, 1515, 439]
brief-news-list — [21, 140, 186, 1041]
table-cell: ২ — [795, 1568, 829, 1591]
rangpur-note: বিস্তারিত বিবরণ ও শর্তাবলি সিডিউলে পাওয়া যাবে। অনলাইনে www.rangpur.gov.bd ওয়েবসাইটেও দেখা যাবে। — [794, 993, 1263, 1005]
police-signature — [794, 1976, 1515, 2079]
brief-news-title: পানিতে ডুবে মৃত্যু — [21, 140, 186, 171]
table-cell: দরপত্র খোলার তারিখ ও সময় — [819, 742, 942, 782]
table-cell: ০৬. — [795, 462, 819, 485]
table-header: Closing Date & Time — [653, 1083, 708, 1141]
dateline — [1233, 13, 1450, 56]
ad-code: DG-727/25 (8"x3) — [211, 1719, 298, 1730]
table-cell: ১৬. — [795, 742, 819, 782]
table-cell: ০৭. — [795, 485, 819, 525]
table-cell: উল্লিখিত পোশাক ও সরঞ্জামাদির প্রকৃত প্রস্তুতকারী/সরবরাহকারী প্রতিষ্ঠান/ঠিকাদারী প্রতিষ্ঠান/ব্যক্তি। — [942, 633, 1515, 656]
table-cell: ২২. — [795, 965, 819, 988]
brief-news-text: কুমিল্লার দেবিদ্বারে শিক্ষার গুণগত মানোন্নয়নের লক্ষ্যে মা সমাবেশ অনুষ্ঠিত হয়েছে। বক্তারা শিক্ষার্থীদের নিয়মিত বিদ্যালয়ে পাঠানোর আহ্বান জানান। — [21, 372, 186, 455]
table-cell: ২০২৪-২৫ অর্থবছরের গ্রাম পুলিশদের (দফাদার ও মহল্লাদার) পোশাক ও সরঞ্জামাদি সরবরাহকরণ। — [942, 439, 1515, 462]
table-cell: ক্রয়পদ্ধতি — [819, 610, 942, 633]
table-cell: দরপত্র আহবানকারী প্রতিষ্ঠান — [819, 353, 942, 393]
rangpur-office: জেলা প্রশাসকের কার্যালয়, রংপুর। — [1023, 127, 1287, 150]
table-cell: 1 — [212, 1141, 234, 1199]
police-table — [794, 1487, 1515, 1677]
term-item: 9. আউটসোর্সিং প্রতিষ্ঠানকে নিয়োজিত কর্মীদের বেতন নির্ধারিত তারিখের মধ্যে প্রদান করতে হবে। — [815, 1851, 1515, 1865]
table-row — [795, 805, 1515, 845]
table-cell: জেলা প্রশাসকের কার্যালয়, রংপুর। — [942, 353, 1515, 393]
table-row — [795, 965, 1515, 988]
